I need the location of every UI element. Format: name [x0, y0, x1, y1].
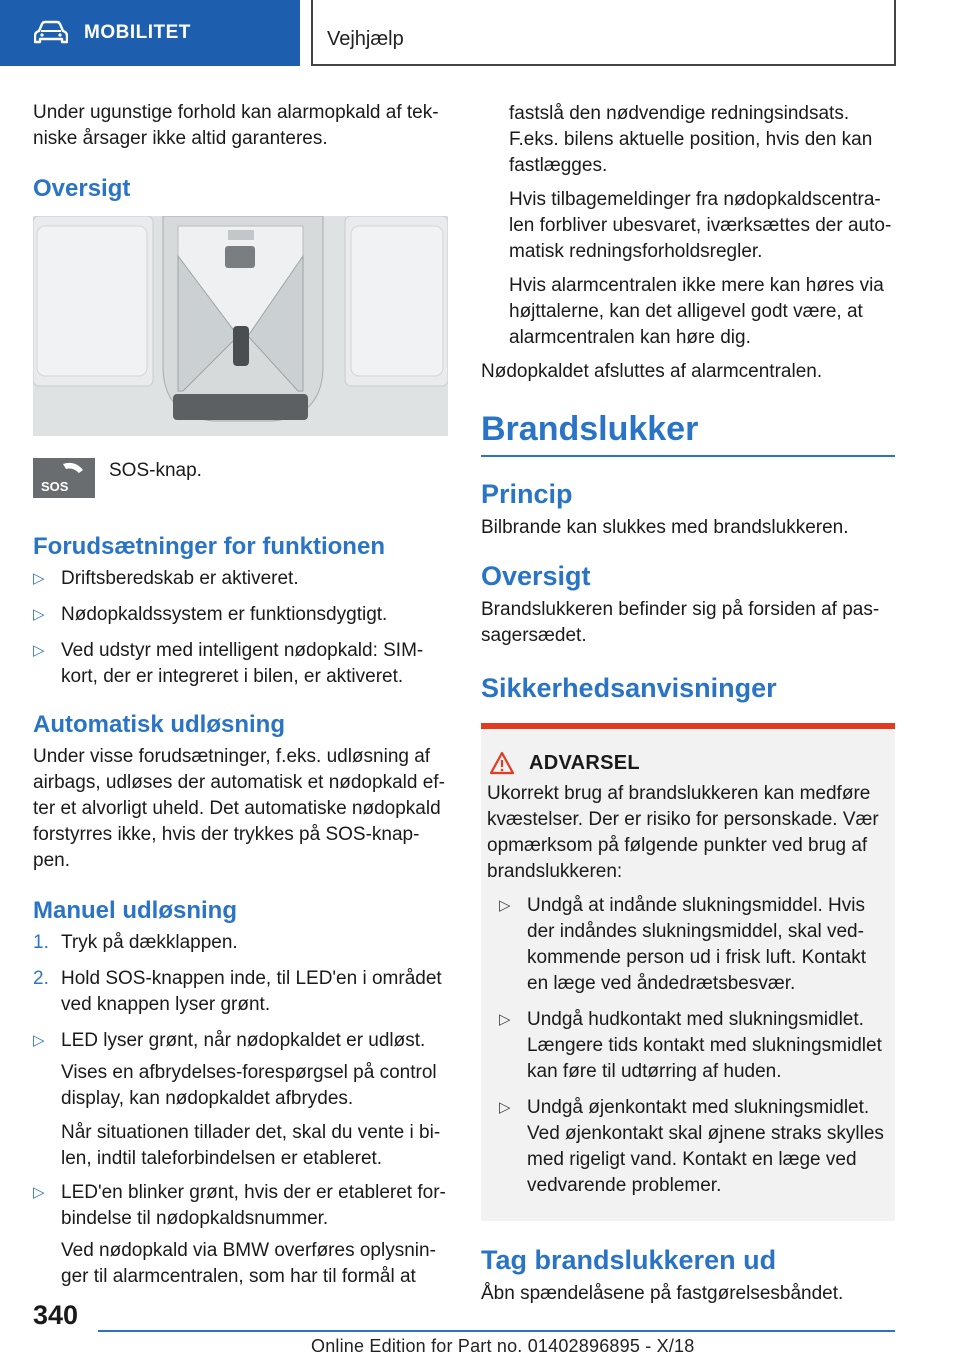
- led-list-2: [33, 1180, 448, 1232]
- section-title: MOBILITET: [84, 22, 191, 43]
- princip-text: Bilbrande kan slukkes med brandslukkeren.: [481, 517, 849, 538]
- heading-princip: Princip: [481, 479, 573, 509]
- overhead-console-photo: [33, 216, 448, 436]
- heading-oversigt-right: Oversigt: [481, 561, 591, 591]
- section-tab: [0, 0, 300, 66]
- bullet-triangle-icon: ▷: [33, 1184, 45, 1201]
- sos-button-icon: [33, 458, 95, 498]
- list-item: ▷ Driftsberedskab er aktiveret.: [33, 566, 448, 592]
- footer-edition: Online Edition for Part no. 01402896895 - X/18: [311, 1336, 695, 1356]
- warning-triangle-icon: [489, 751, 515, 775]
- left-column: [33, 100, 448, 1298]
- oversigt-text: Brandslukkeren befinder sig på forsiden af passagersædet.: [481, 599, 880, 646]
- warning-title-row: [487, 751, 887, 775]
- list-item: 2. Hold SOS-knappen inde, til LED'en i området ved knappen lyser grønt.: [33, 968, 442, 1015]
- page-number: 340: [33, 1300, 79, 1330]
- warning-box: [481, 723, 895, 1221]
- list-item: ▷ Undgå hudkontakt med slukningsmidlet. Længere tids kontakt med slukningsmidlet kan føre til udtørring af huden.: [499, 1009, 882, 1082]
- warning-title: ADVARSEL: [529, 751, 640, 774]
- tag-text: Åbn spændelåsene på fastgørelsesbåndet.: [481, 1283, 844, 1304]
- car-icon: [34, 20, 68, 46]
- heading-manuel: Manuel udløsning: [33, 897, 237, 924]
- continued-text-3: Hvis alarmcentralen ikke mere kan høres via højttalerne, kan det alligevel godt være, at alarmcentralen kan høre dig.: [509, 275, 884, 348]
- subsection-title: Vejhjælp: [327, 28, 404, 50]
- svg-text:SOS: SOS: [41, 479, 69, 494]
- list-item: 1. Tryk på dækklappen.: [33, 932, 238, 953]
- bullet-triangle-icon: ▷: [33, 642, 45, 659]
- bullet-triangle-icon: ▷: [499, 1011, 511, 1028]
- automatisk-text: Under visse forudsætninger, f.eks. udløsning af airbags, udløses der automatisk et nødopkald efter et alvorligt uheld. Det automatiske nødopkald forstyrres ikke, hvis der trykkes på SOS-knappen.: [33, 746, 445, 871]
- warning-text: Ukorrekt brug af brandslukkeren kan medføre kvæstelser. Der er risiko for personskade. Vær opmærksom på følgende punkter ved brug af brandslukkeren:: [487, 783, 879, 882]
- bullet-triangle-icon: ▷: [33, 570, 45, 587]
- bullet-triangle-icon: ▷: [33, 606, 45, 623]
- led-list: [33, 1028, 448, 1054]
- heading-tag-ud: Tag brandslukkeren ud: [481, 1245, 777, 1275]
- bullet-triangle-icon: ▷: [33, 1032, 45, 1049]
- list-item: ▷ LED lyser grønt, når nødopkaldet er udløst.: [33, 1028, 448, 1054]
- list-item: ▷ Undgå øjenkontakt med slukningsmidlet. Ved øjenkontakt skal øjnene straks skylles med rigeligt vand. Kontakt en læge ved vedvarende problemer.: [499, 1097, 884, 1196]
- sos-legend: [33, 458, 448, 498]
- subsection-header: [311, 0, 896, 66]
- bullet-triangle-icon: ▷: [499, 1099, 511, 1116]
- afslut-text: Nødopkaldet afsluttes af alarmcentralen.: [481, 361, 823, 382]
- continued-text-1: fastslå den nødvendige redningsindsats. F.eks. bilens aktuelle position, hvis den kan fastlægges.: [509, 103, 873, 176]
- right-column: [481, 101, 895, 1315]
- led1-continuation-2: Når situationen tillader det, skal du vente i bilen, indtil taleforbindelsen er etableret.: [61, 1122, 441, 1169]
- continued-text-2: Hvis tilbagemeldinger fra nødopkaldscentralen forbliver ubesvaret, iværksættes der automatisk redningsforholdsregler.: [509, 189, 892, 262]
- manuel-steps: [33, 930, 448, 1018]
- heading-sikkerhed: Sikkerhedsanvisninger: [481, 673, 777, 703]
- forudsaetninger-list: [33, 566, 448, 690]
- list-item: ▷ Ved udstyr med intelligent nødopkald: SIM-kort, der er integreret i bilen, er aktiveret.: [33, 640, 424, 687]
- list-item: ▷ LED'en blinker grønt, hvis der er etableret forbindelse til nødopkaldsnummer.: [33, 1182, 446, 1229]
- heading-automatisk: Automatisk udløsning: [33, 711, 285, 738]
- heading-forudsaetninger: Forudsætninger for funktionen: [33, 533, 385, 560]
- footer-rule: [98, 1330, 895, 1332]
- heading-brandslukker: Brandslukker: [481, 407, 895, 457]
- list-item: ▷ Nødopkaldssystem er funktionsdygtigt.: [33, 602, 448, 628]
- heading-oversigt: Oversigt: [33, 175, 131, 202]
- sos-caption: SOS-knap.: [109, 460, 202, 481]
- list-item: ▷ Undgå at indånde slukningsmiddel. Hvis der indåndes slukningsmiddel, skal vedkommende person ud i frisk luft. Kontakt en læge ved åndedrætsbesvær.: [499, 895, 866, 994]
- led1-continuation-1: Vises en afbrydelses-forespørgsel på control display, kan nødopkaldet afbrydes.: [61, 1062, 437, 1109]
- warning-list: [487, 893, 887, 1199]
- bullet-triangle-icon: ▷: [499, 897, 511, 914]
- intro-text: Under ugunstige forhold kan alarmopkald af tekniske årsager ikke altid garanteres.: [33, 102, 439, 149]
- led2-continuation-1: Ved nødopkald via BMW overføres oplysninger til alarmcentralen, som har til formål at: [61, 1240, 436, 1287]
